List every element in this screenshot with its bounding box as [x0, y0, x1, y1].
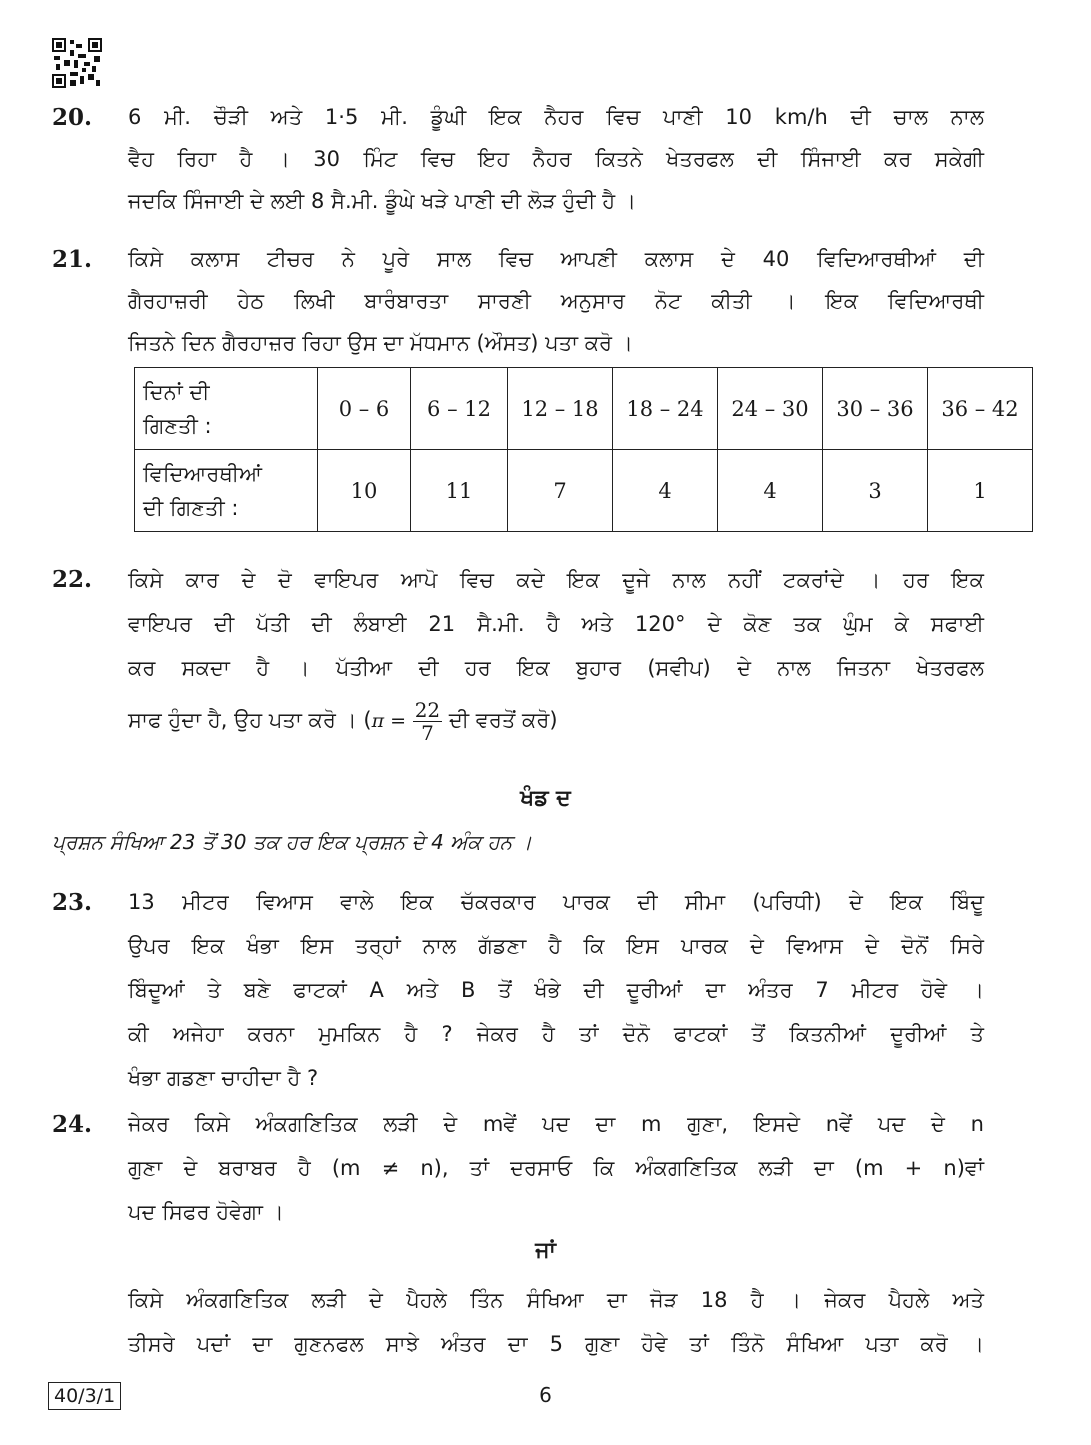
interval-cell: 36 – 42: [928, 368, 1033, 450]
qr-code-icon: [52, 38, 102, 88]
interval-cell: 24 – 30: [718, 368, 823, 450]
count-cell: 11: [411, 450, 508, 532]
text-line: ਖੰਭਾ ਗਡਣਾ ਚਾਹੀਦਾ ਹੈ ?: [128, 1066, 319, 1090]
question-21-text: [128, 238, 984, 364]
question-23-number: 23.: [52, 889, 93, 916]
interval-cell: 6 – 12: [411, 368, 508, 450]
frequency-table: [134, 367, 1033, 532]
text-line: ਜੇਕਰ ਕਿਸੇ ਅੰਕਗਣਿਤਿਕ ਲੜੀ ਦੇ mਵੇਂ ਪਦ ਦਾ m ਗੁਣਾ, ਇਸਦੇ nਵੇਂ ਪਦ ਦੇ n: [128, 1112, 984, 1136]
question-24-alternative-text: [128, 1278, 984, 1366]
text-line: ਕਰ ਸਕਦਾ ਹੈ । ਪੱਤੀਆ ਦੀ ਹਰ ਇਕ ਬੁਹਾਰ (ਸਵੀਪ) ਦੇ ਨਾਲ ਜਿਤਨਾ ਖੇਤਰਫਲ: [128, 656, 984, 680]
pi-label: π =: [371, 710, 407, 732]
question-20-number: 20.: [52, 104, 93, 131]
count-cell: 10: [318, 450, 411, 532]
question-24-text: [128, 1102, 984, 1234]
text-line: ਪਦ ਸਿਫਰ ਹੋਵੇਗਾ ।: [128, 1200, 284, 1224]
text-line: ਦੀ ਵਰਤੋਂ ਕਰੋ): [448, 708, 558, 732]
question-23-text: [128, 880, 984, 1100]
text-line: ਬਿੰਦੂਆਂ ਤੇ ਬਣੇ ਫਾਟਕਾਂ A ਅਤੇ B ਤੋਂ ਖੰਭੇ ਦੀ ਦੂਰੀਆਂ ਦਾ ਅੰਤਰ 7 ਮੀਟਰ ਹੋਵੇ ।: [128, 978, 984, 1002]
text-line: ਕਿਸੇ ਅੰਕਗਣਿਤਿਕ ਲੜੀ ਦੇ ਪੈਹਲੇ ਤਿੰਨ ਸੰਖਿਆ ਦਾ ਜੋੜ 18 ਹੈ । ਜੇਕਰ ਪੈਹਲੇ ਅਤੇ: [128, 1288, 984, 1312]
count-cell: 3: [823, 450, 928, 532]
fraction-22-over-7: [413, 699, 442, 744]
paper-code: 40/3/1: [48, 1382, 121, 1410]
section-title: ਖੰਡ ਦ: [520, 786, 571, 811]
text-line: ਗੈਰਹਾਜ਼ਰੀ ਹੇਠ ਲਿਖੀ ਬਾਰੰਬਾਰਤਾ ਸਾਰਣੀ ਅਨੁਸਾਰ ਨੋਟ ਕੀਤੀ । ਇਕ ਵਿਦਿਆਰਥੀ: [128, 289, 984, 313]
text-line: ਕੀ ਅਜੇਹਾ ਕਰਨਾ ਮੁਮਕਿਨ ਹੈ ? ਜੇਕਰ ਹੈ ਤਾਂ ਦੋਨੋ ਫਾਟਕਾਂ ਤੋਂ ਕਿਤਨੀਆਂ ਦੂਰੀਆਂ ਤੇ: [128, 1022, 984, 1046]
fraction-numerator: 22: [414, 697, 441, 722]
table-row: [135, 450, 1033, 532]
text-line: 13 ਮੀਟਰ ਵਿਆਸ ਵਾਲੇ ਇਕ ਚੱਕਰਕਾਰ ਪਾਰਕ ਦੀ ਸੀਮਾ (ਪਰਿਧੀ) ਦੇ ਇਕ ਬਿੰਦੂ: [128, 890, 984, 914]
question-22-text: [128, 558, 984, 690]
text-line: ਕਿਸੇ ਕਾਰ ਦੇ ਦੋ ਵਾਇਪਰ ਆਪੋ ਵਿਚ ਕਦੇ ਇਕ ਦੂਜੇ ਨਾਲ ਨਹੀਂ ਟਕਰਾਂਦੇ । ਹਰ ਇਕ: [128, 568, 984, 592]
question-22-last-line: [128, 692, 984, 749]
interval-cell: 0 – 6: [318, 368, 411, 450]
count-cell: 4: [613, 450, 718, 532]
interval-cell: 30 – 36: [823, 368, 928, 450]
or-label: ਜਾਂ: [535, 1238, 556, 1263]
table-row: [135, 368, 1033, 450]
question-21-number: 21.: [52, 246, 93, 273]
count-cell: 7: [508, 450, 613, 532]
table-header-days: ਦਿਨਾਂ ਦੀ ਗਿਣਤੀ :: [135, 368, 318, 450]
question-20-text: [128, 96, 984, 222]
question-22-number: 22.: [52, 566, 93, 593]
table-header-students: ਵਿਦਿਆਰਥੀਆਂ ਦੀ ਗਿਣਤੀ :: [135, 450, 318, 532]
text-line: ਗੁਣਾ ਦੇ ਬਰਾਬਰ ਹੈ (m ≠ n), ਤਾਂ ਦਰਸਾਓ ਕਿ ਅੰਕਗਣਿਤਿਕ ਲੜੀ ਦਾ (m + n)ਵਾਂ: [128, 1156, 984, 1180]
text-line: ਵਾਇਪਰ ਦੀ ਪੱਤੀ ਦੀ ਲੰਬਾਈ 21 ਸੈ.ਮੀ. ਹੈ ਅਤੇ 120° ਦੇ ਕੋਣ ਤਕ ਘੁੰਮ ਕੇ ਸਫਾਈ: [128, 612, 984, 636]
count-cell: 4: [718, 450, 823, 532]
interval-cell: 12 – 18: [508, 368, 613, 450]
count-cell: 1: [928, 450, 1033, 532]
text-line: 6 ਮੀ. ਚੌੜੀ ਅਤੇ 1·5 ਮੀ. ਡੂੰਘੀ ਇਕ ਨੈਹਰ ਵਿਚ ਪਾਣੀ 10 km/h ਦੀ ਚਾਲ ਨਾਲ: [128, 105, 984, 129]
question-24-number: 24.: [52, 1111, 93, 1138]
section-note: ਪ੍ਰਸ਼ਨ ਸੰਖਿਆ 23 ਤੋਂ 30 ਤਕ ਹਰ ਇਕ ਪ੍ਰਸ਼ਨ ਦੇ 4 ਅੰਕ ਹਨ ।: [52, 830, 532, 854]
text-line: ਜਦਕਿ ਸਿੰਜਾਈ ਦੇ ਲਈ 8 ਸੈ.ਮੀ. ਡੂੰਘੇ ਖੜੇ ਪਾਣੀ ਦੀ ਲੋੜ ਹੁੰਦੀ ਹੈ ।: [128, 189, 636, 213]
text-line: ਜਿਤਨੇ ਦਿਨ ਗੈਰਹਾਜ਼ਰ ਰਿਹਾ ਉਸ ਦਾ ਮੱਧਮਾਨ (ਔਸਤ) ਪਤਾ ਕਰੋ ।: [128, 331, 633, 355]
page-number: 6: [539, 1383, 552, 1407]
interval-cell: 18 – 24: [613, 368, 718, 450]
text-line: ਤੀਸਰੇ ਪਦਾਂ ਦਾ ਗੁਣਨਫਲ ਸਾਝੇ ਅੰਤਰ ਦਾ 5 ਗੁਣਾ ਹੋਵੇ ਤਾਂ ਤਿੰਨੋ ਸੰਖਿਆ ਪਤਾ ਕਰੋ ।: [128, 1332, 984, 1356]
text-line: ਸਾਫ ਹੁੰਦਾ ਹੈ, ਉਹ ਪਤਾ ਕਰੋ । (: [128, 708, 372, 732]
text-line: ਉਪਰ ਇਕ ਖੰਭਾ ਇਸ ਤਰ੍ਹਾਂ ਨਾਲ ਗੱਡਣਾ ਹੈ ਕਿ ਇਸ ਪਾਰਕ ਦੇ ਵਿਆਸ ਦੇ ਦੋਨੋਂ ਸਿਰੇ: [128, 934, 984, 958]
text-line: ਕਿਸੇ ਕਲਾਸ ਟੀਚਰ ਨੇ ਪੂਰੇ ਸਾਲ ਵਿਚ ਆਪਣੀ ਕਲਾਸ ਦੇ 40 ਵਿਦਿਆਰਥੀਆਂ ਦੀ: [128, 247, 984, 271]
text-line: ਵੈਹ ਰਿਹਾ ਹੈ । 30 ਮਿੰਟ ਵਿਚ ਇਹ ਨੈਹਰ ਕਿਤਨੇ ਖੇਤਰਫਲ ਦੀ ਸਿੰਜਾਈ ਕਰ ਸਕੇਗੀ: [128, 147, 984, 171]
fraction-denominator: 7: [421, 720, 434, 745]
